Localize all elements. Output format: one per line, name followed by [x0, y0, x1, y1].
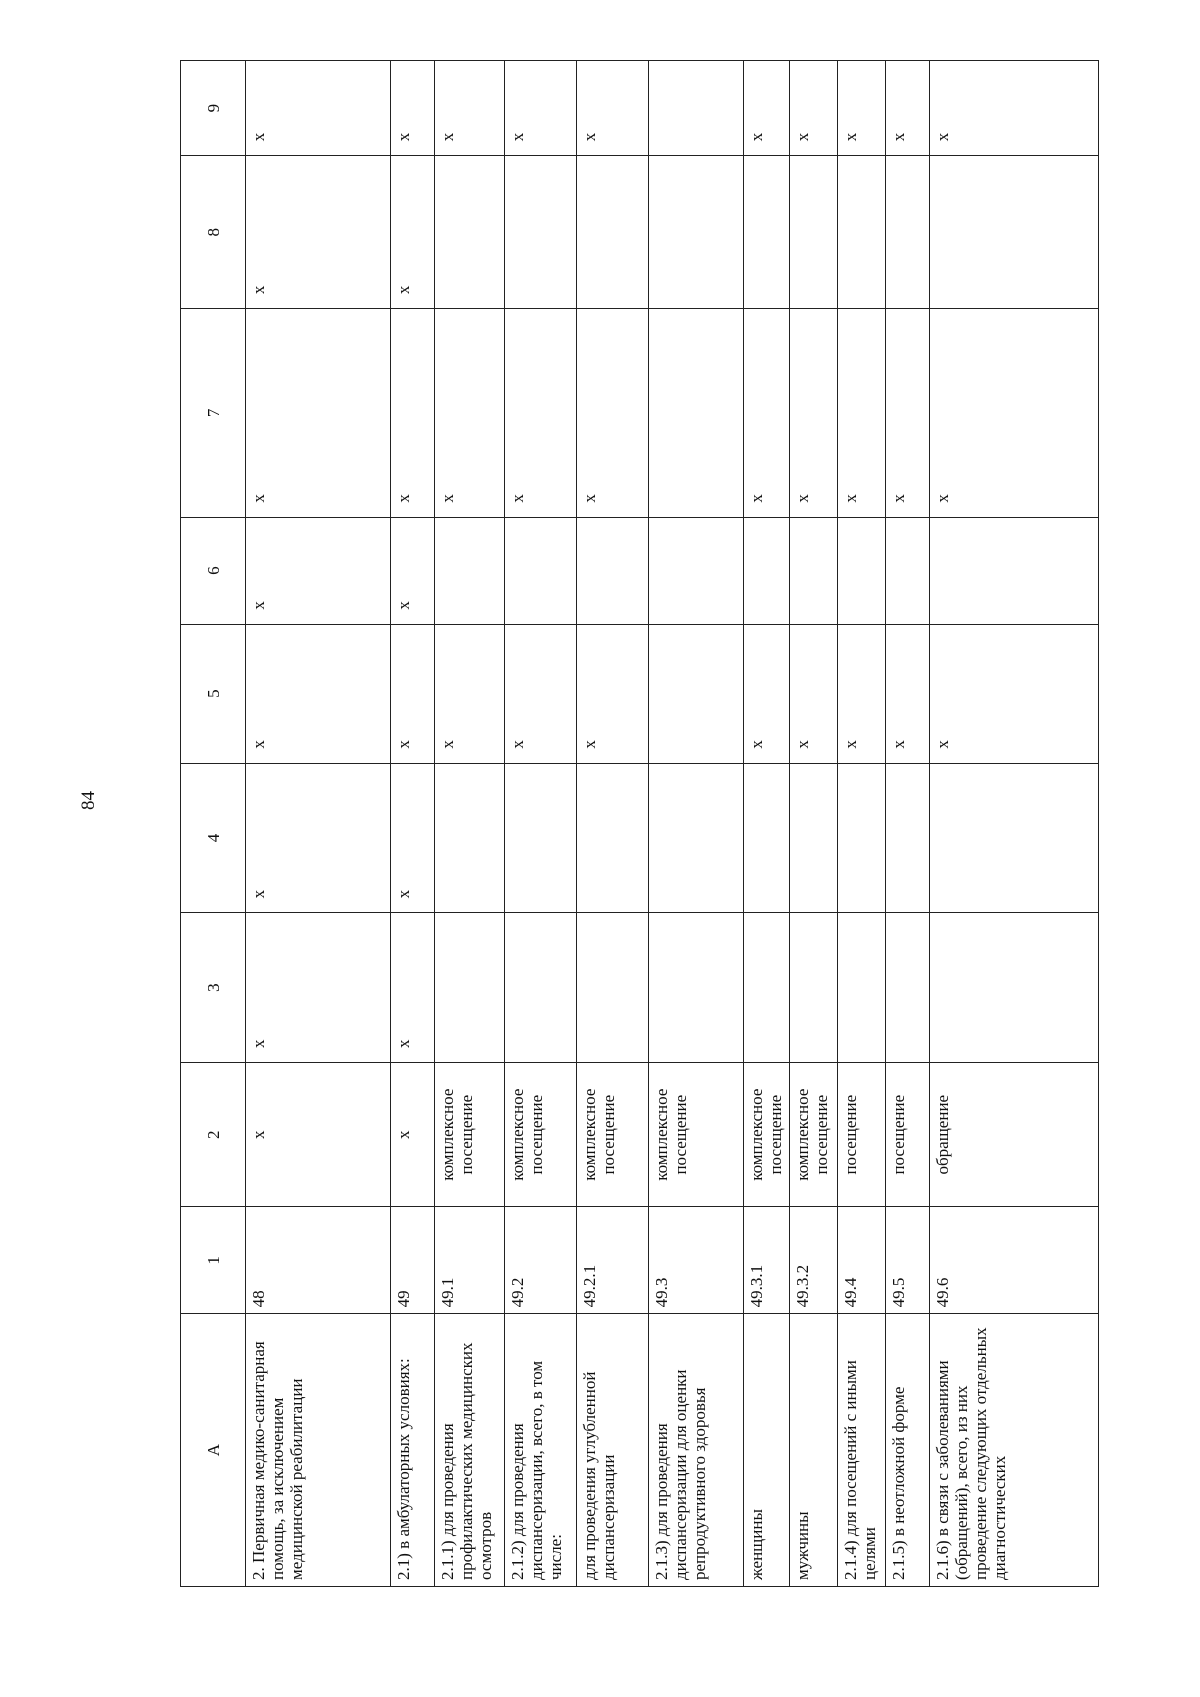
column-header: 8	[181, 156, 246, 309]
value-cell: х	[246, 763, 391, 913]
row-code-cell: 49.2	[505, 1207, 577, 1314]
unit-cell: обращение	[930, 1063, 1099, 1207]
value-cell	[435, 156, 505, 309]
row-code-cell: 49.2.1	[577, 1207, 649, 1314]
value-cell: х	[391, 763, 435, 913]
value-cell: х	[577, 309, 649, 518]
row-label-cell: женщины	[744, 1314, 790, 1587]
table-row	[505, 61, 577, 1587]
value-cell: х	[391, 517, 435, 624]
value-cell: х	[246, 309, 391, 518]
column-header: 1	[181, 1207, 246, 1314]
value-cell: х	[886, 61, 930, 156]
value-cell: х	[838, 624, 886, 763]
value-cell	[790, 763, 838, 913]
table-row	[577, 61, 649, 1587]
value-cell	[886, 763, 930, 913]
value-cell	[930, 763, 1099, 913]
column-header: 7	[181, 309, 246, 518]
value-cell: х	[391, 624, 435, 763]
value-cell: х	[744, 624, 790, 763]
value-cell: х	[505, 309, 577, 518]
value-cell: х	[505, 61, 577, 156]
value-cell: х	[744, 61, 790, 156]
value-cell: х	[435, 624, 505, 763]
column-header: 5	[181, 624, 246, 763]
value-cell: х	[886, 624, 930, 763]
value-cell	[649, 517, 744, 624]
value-cell	[577, 913, 649, 1063]
unit-cell: х	[391, 1063, 435, 1207]
value-cell	[649, 913, 744, 1063]
row-code-cell: 49.6	[930, 1207, 1099, 1314]
value-cell: х	[246, 61, 391, 156]
row-label-cell: для проведения углубленной диспансеризации	[577, 1314, 649, 1587]
row-code-cell: 49.4	[838, 1207, 886, 1314]
value-cell	[505, 517, 577, 624]
unit-cell: комплексное посещение	[505, 1063, 577, 1207]
value-cell	[744, 763, 790, 913]
value-cell: х	[577, 624, 649, 763]
value-cell	[838, 763, 886, 913]
row-label-cell: 2. Первичная медико-санитарная помощь, за исключением медицинской реабилитации	[246, 1314, 391, 1587]
value-cell: х	[930, 309, 1099, 518]
row-code-cell: 49	[391, 1207, 435, 1314]
value-cell	[435, 913, 505, 1063]
unit-cell: комплексное посещение	[577, 1063, 649, 1207]
value-cell: х	[246, 913, 391, 1063]
value-cell: х	[246, 156, 391, 309]
value-cell: х	[790, 624, 838, 763]
table-row	[930, 61, 1099, 1587]
table-row	[886, 61, 930, 1587]
value-cell	[505, 156, 577, 309]
table-row	[435, 61, 505, 1587]
value-cell	[505, 763, 577, 913]
value-cell: х	[744, 309, 790, 518]
row-code-cell: 49.3.2	[790, 1207, 838, 1314]
value-cell: х	[790, 309, 838, 518]
value-cell: х	[391, 309, 435, 518]
row-label-cell: 2.1.6) в связи с заболеваниями (обращений), всего, из них проведение следующих отдельных диагностических	[930, 1314, 1099, 1587]
unit-cell: комплексное посещение	[649, 1063, 744, 1207]
value-cell	[930, 517, 1099, 624]
value-cell: х	[930, 624, 1099, 763]
unit-cell: комплексное посещение	[435, 1063, 505, 1207]
value-cell	[435, 763, 505, 913]
value-cell	[435, 517, 505, 624]
value-cell: х	[391, 61, 435, 156]
value-cell	[577, 156, 649, 309]
table-row	[838, 61, 886, 1587]
row-code-cell: 49.5	[886, 1207, 930, 1314]
page-number: 84	[78, 791, 99, 810]
value-cell: х	[886, 309, 930, 518]
column-header: 9	[181, 61, 246, 156]
value-cell: х	[930, 61, 1099, 156]
value-cell	[886, 156, 930, 309]
table-row	[790, 61, 838, 1587]
value-cell: х	[577, 61, 649, 156]
value-cell: х	[435, 309, 505, 518]
value-cell: х	[435, 61, 505, 156]
value-cell: х	[246, 517, 391, 624]
value-cell	[744, 156, 790, 309]
value-cell	[649, 156, 744, 309]
row-label-cell: мужчины	[790, 1314, 838, 1587]
unit-cell: посещение	[886, 1063, 930, 1207]
value-cell	[790, 156, 838, 309]
value-cell	[577, 517, 649, 624]
row-label-cell: 2.1.3) для проведения диспансеризации для оценки репродуктивного здоровья	[649, 1314, 744, 1587]
table-row	[649, 61, 744, 1587]
value-cell	[886, 517, 930, 624]
value-cell	[838, 517, 886, 624]
value-cell: х	[838, 61, 886, 156]
value-cell	[790, 913, 838, 1063]
value-cell: х	[790, 61, 838, 156]
value-cell	[838, 156, 886, 309]
unit-cell: х	[246, 1063, 391, 1207]
column-header: А	[181, 1314, 246, 1587]
value-cell: х	[838, 309, 886, 518]
row-label-cell: 2.1.1) для проведения профилактических медицинских осмотров	[435, 1314, 505, 1587]
row-code-cell: 48	[246, 1207, 391, 1314]
value-cell	[744, 517, 790, 624]
row-code-cell: 49.3.1	[744, 1207, 790, 1314]
column-header: 6	[181, 517, 246, 624]
row-label-cell: 2.1.4) для посещений с иными целями	[838, 1314, 886, 1587]
column-header: 3	[181, 913, 246, 1063]
column-header: 2	[181, 1063, 246, 1207]
value-cell	[649, 624, 744, 763]
row-code-cell: 49.3	[649, 1207, 744, 1314]
row-label-cell: 2.1.5) в неотложной форме	[886, 1314, 930, 1587]
data-table	[180, 60, 1099, 1587]
value-cell: х	[391, 913, 435, 1063]
value-cell: х	[505, 624, 577, 763]
unit-cell: комплексное посещение	[744, 1063, 790, 1207]
unit-cell: посещение	[838, 1063, 886, 1207]
value-cell	[649, 763, 744, 913]
value-cell: х	[391, 156, 435, 309]
value-cell	[930, 913, 1099, 1063]
value-cell	[505, 913, 577, 1063]
row-label-cell: 2.1) в амбулаторных условиях:	[391, 1314, 435, 1587]
header-row	[181, 61, 246, 1587]
value-cell: х	[246, 624, 391, 763]
table-row	[391, 61, 435, 1587]
rotated-table-container	[180, 60, 1084, 1587]
value-cell	[577, 763, 649, 913]
value-cell	[744, 913, 790, 1063]
row-code-cell: 49.1	[435, 1207, 505, 1314]
value-cell	[838, 913, 886, 1063]
column-header: 4	[181, 763, 246, 913]
table-row	[246, 61, 391, 1587]
table-row	[744, 61, 790, 1587]
value-cell	[649, 61, 744, 156]
value-cell	[886, 913, 930, 1063]
value-cell	[649, 309, 744, 518]
row-label-cell: 2.1.2) для проведения диспансеризации, всего, в том числе:	[505, 1314, 577, 1587]
value-cell	[930, 156, 1099, 309]
unit-cell: комплексное посещение	[790, 1063, 838, 1207]
value-cell	[790, 517, 838, 624]
